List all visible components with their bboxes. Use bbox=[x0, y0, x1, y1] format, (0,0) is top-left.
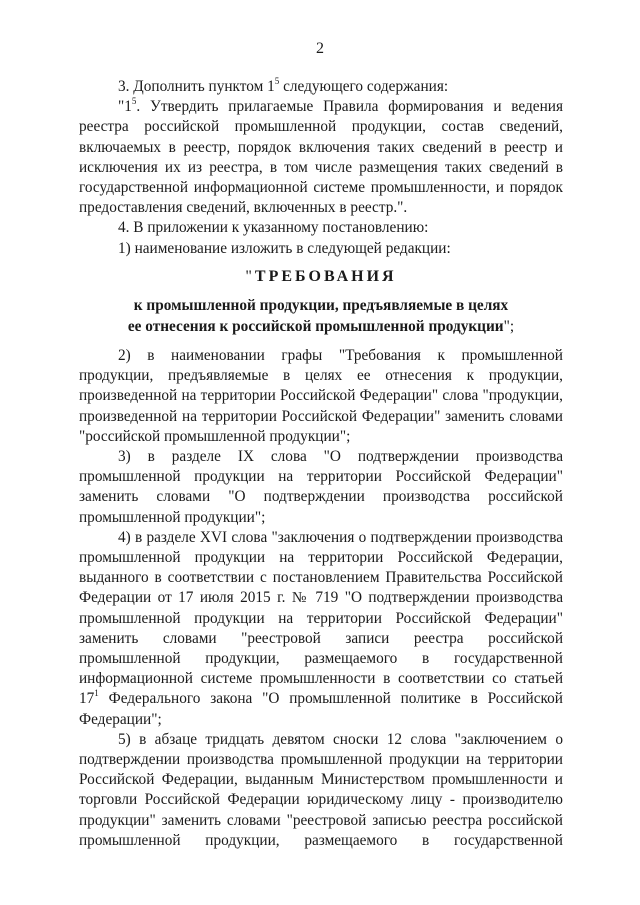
amendment-5: 5) в абзаце тридцать девятом сноски 12 слова "заключением о подтверждении производства промышленной продукции на территории Российской Федерации, выданным Министерством промышленности и торговли Российской Федерации юридическому лицу - производителю продукции" заменить словами "реестровой записью реестра российской промышленной продукции, размещаемого в государственной bbox=[79, 730, 563, 849]
heading-title: "ТРЕБОВАНИЯ bbox=[245, 268, 397, 285]
item-3-block bbox=[79, 77, 563, 259]
item-3-quote: "$1^5$. Утвердить прилагаемые Правила формирования и ведения реестра российской промышленной продукции, состав сведений, включаемых в реестр, порядок включения таких сведений в реестр и исключения их из реестра, в том числе размещения таких сведений в государственной информационной системе промышленности, и порядок предоставления сведений, включенных в реестр.". bbox=[79, 96, 563, 217]
amendment-3: 3) в разделе IX слова "О подтверждении производства промышленной продукции на территории Российской Федерации" заменить словами "О подтверждении производства российской промышленной продукции"; bbox=[79, 448, 563, 526]
page-number: 2 bbox=[316, 40, 324, 57]
amendment-2: 2) в наименовании графы "Требования к промышленной продукции, предъявляемые в целях ее отнесения к продукции, произведенной на территории Российской Федерации" слова "продукции, произведенной на территории Российской Федерации" заменить словами "российской промышленной продукции"; bbox=[79, 347, 563, 445]
amendments-block bbox=[79, 346, 563, 851]
requirements-heading bbox=[79, 266, 563, 337]
item-4-sub-1: 1) наименование изложить в следующей редакции: bbox=[118, 239, 451, 257]
item-4-intro: 4. В приложении к указанному постановлению: bbox=[118, 219, 429, 237]
amendment-4: 4) в разделе XVI слова "заключения о подтверждении производства промышленной продукции на территории Российской Федерации, выданного в соответствии с постановлением Правительства Российской Федерации от 17 июля 2015 г. № 719 "О подтверждении производства промышленной продукции на территории Российской Федерации" заменить словами "реестровой записи реестра российской промышленной продукции, размещаемого в государственной информационной системе промышленности в соответствии со статьей $17^1$ Федерального закона "О промышленной политике в Российской Федерации"; bbox=[79, 528, 563, 728]
heading-subtitle-2: ее отнесения к российской промышленной продукции"; bbox=[127, 317, 515, 335]
heading-subtitle-1: к промышленной продукции, предъявляемые в целях bbox=[133, 297, 509, 314]
item-3-intro: 3. Дополнить пунктом $1^5$ следующего содержания: bbox=[118, 75, 449, 95]
